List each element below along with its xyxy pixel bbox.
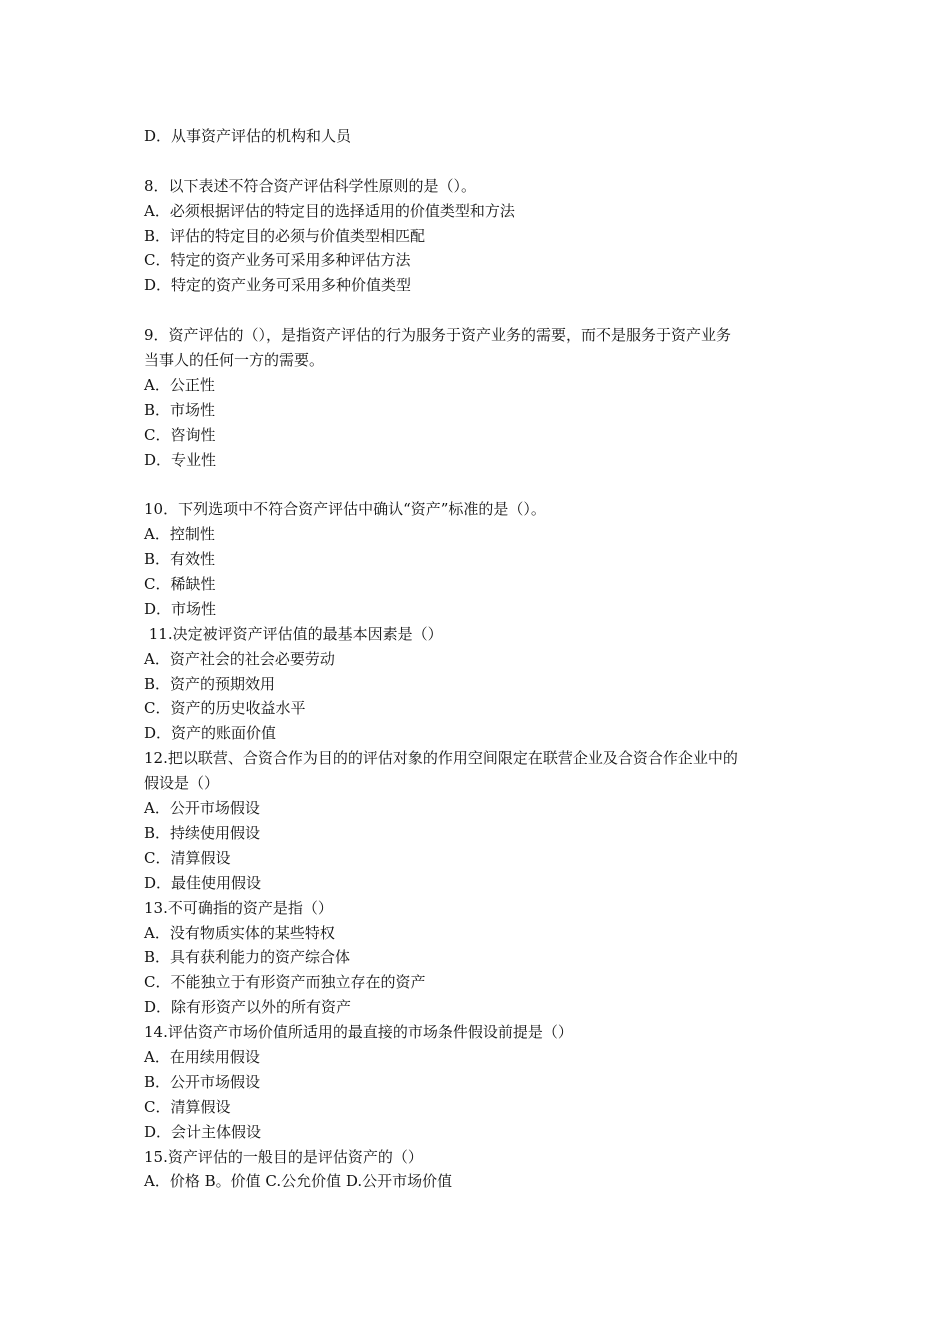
option-line: A．控制性 bbox=[144, 525, 215, 544]
option-line: A．价格 B。价值 C.公允价值 D.公开市场价值 bbox=[144, 1172, 453, 1191]
blank-line bbox=[144, 149, 814, 174]
option-line: B．资产的预期效用 bbox=[144, 674, 276, 693]
option-line: C．清算假设 bbox=[144, 1097, 231, 1116]
option-line: C．清算假设 bbox=[144, 848, 231, 867]
option-line: A．在用续用假设 bbox=[144, 1047, 260, 1066]
option-line: A．资产社会的社会必要劳动 bbox=[144, 649, 335, 668]
option-line: B．市场性 bbox=[144, 400, 216, 419]
question-13: 13.不可确指的资产是指（） bbox=[144, 898, 333, 917]
option-line: C．不能独立于有形资产而独立存在的资产 bbox=[144, 973, 426, 992]
option-line: A．公正性 bbox=[144, 375, 215, 394]
option-line: D．除有形资产以外的所有资产 bbox=[144, 998, 352, 1017]
option-line: D．最佳使用假设 bbox=[144, 873, 262, 892]
option-line: D．市场性 bbox=[144, 599, 217, 618]
option-line: D．专业性 bbox=[144, 450, 217, 469]
question-9-continued: 当事人的任何一方的需要。 bbox=[144, 351, 325, 370]
question-9: 9．资产评估的（），是指资产评估的行为服务于资产业务的需要，而不是服务于资产业务 bbox=[144, 326, 732, 345]
option-line: B．具有获利能力的资产综合体 bbox=[144, 948, 351, 967]
option-line: C．特定的资产业务可采用多种评估方法 bbox=[144, 251, 411, 270]
question-14: 14.评估资产市场价值所适用的最直接的市场条件假设前提是（） bbox=[144, 1023, 573, 1042]
text-line: D．从事资产评估的机构和人员 bbox=[144, 127, 352, 145]
blank-line bbox=[144, 472, 814, 497]
question-15: 15.资产评估的一般目的是评估资产的（） bbox=[144, 1147, 423, 1166]
document-body bbox=[144, 124, 814, 1194]
option-line: B．持续使用假设 bbox=[144, 823, 261, 842]
option-line: C．稀缺性 bbox=[144, 575, 216, 594]
question-8: 8．以下表述不符合资产评估科学性原则的是（）。 bbox=[144, 176, 477, 195]
option-line: D．特定的资产业务可采用多种价值类型 bbox=[144, 276, 412, 295]
option-line: B．评估的特定目的必须与价值类型相匹配 bbox=[144, 226, 426, 245]
option-line: A．没有物质实体的某些特权 bbox=[144, 923, 335, 942]
option-line: A．必须根据评估的特定目的选择适用的价值类型和方法 bbox=[144, 201, 515, 220]
option-line: C．咨询性 bbox=[144, 425, 216, 444]
option-line: C．资产的历史收益水平 bbox=[144, 699, 306, 718]
blank-line bbox=[144, 298, 814, 323]
question-11: 11.决定被评资产评估值的最基本因素是（） bbox=[144, 624, 443, 643]
option-line: D．会计主体假设 bbox=[144, 1122, 262, 1141]
question-12: 12.把以联营、合资合作为目的的评估对象的作用空间限定在联营企业及合资合作企业中的 bbox=[144, 749, 738, 768]
option-line: A．公开市场假设 bbox=[144, 799, 260, 818]
option-line: B．公开市场假设 bbox=[144, 1072, 261, 1091]
option-line: B．有效性 bbox=[144, 550, 216, 569]
question-12-continued: 假设是（） bbox=[144, 774, 220, 793]
question-10: 10．下列选项中不符合资产评估中确认“资产”标准的是（）。 bbox=[144, 500, 546, 519]
option-line: D．资产的账面价值 bbox=[144, 724, 277, 743]
